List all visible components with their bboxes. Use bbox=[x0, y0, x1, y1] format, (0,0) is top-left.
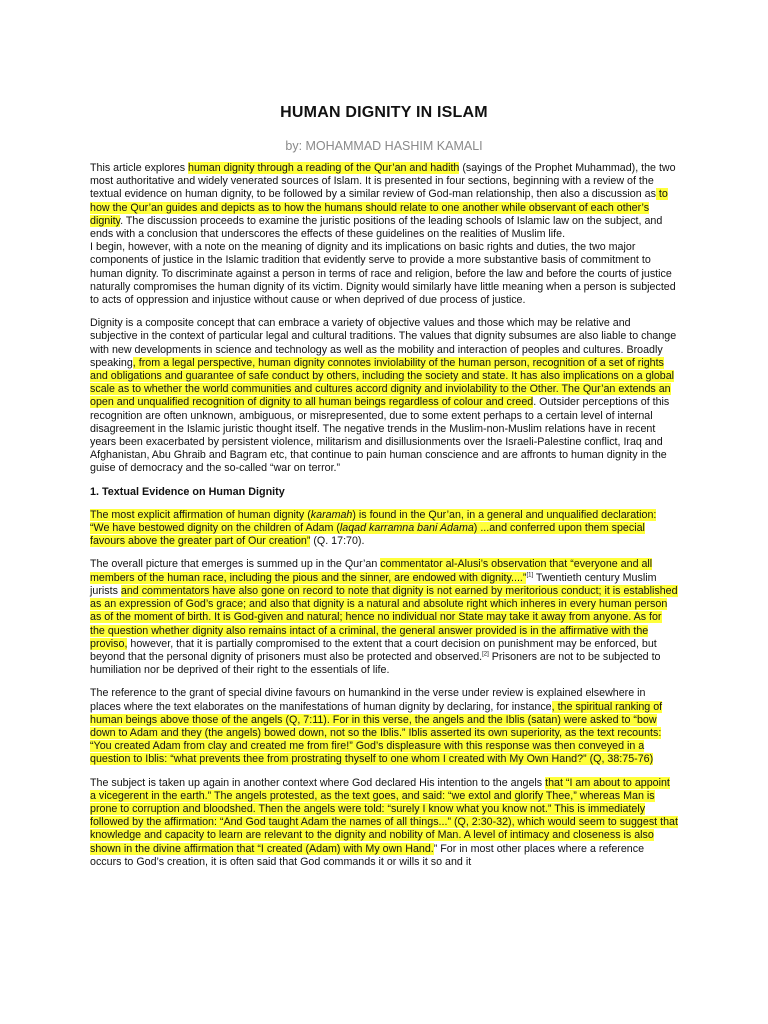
text-run: ) ...and conferred upon them special favours above the greater part of Our creation” bbox=[90, 522, 645, 548]
paragraph-karamah bbox=[90, 509, 678, 549]
paragraph-angels bbox=[90, 687, 678, 766]
footnote-ref[interactable]: [2] bbox=[482, 651, 489, 658]
paragraph-intro bbox=[90, 162, 678, 241]
footnote-ref[interactable]: [1] bbox=[526, 572, 534, 579]
highlight: human dignity through a reading of the Qur’an and hadith bbox=[188, 162, 460, 174]
text-run: . Outsider perceptions of this recognition are often unknown, ambiguous, or misrepresented, due to some extent perhaps to a certain level of internal disagreement in the Islamic juristic thought itself. The negative trends in the Muslim-non-Muslim relations have in recent years been exacerbated by persistent violence, militarism and disillusionments over the Israeli-Palestine conflict, Iraq and Afghanistan, Abu Ghraib and Bagram etc, that continue to pain human conscience and are affronts to human dignity in the guise of democracy and the so-called “war on terror.” bbox=[90, 396, 670, 475]
text-run: The most explicit affirmation of human dignity ( bbox=[90, 508, 311, 521]
text-run: Dignity is a composite concept that can embrace a variety of objective values and those which may be relative and subjective in the context of particular legal and cultural traditions. The values that dignity subsumes are also liable to change with new developments in science and technology as well as the mobility and interaction of peoples and cultures. Broadly speaking bbox=[90, 317, 677, 369]
text-run: Prisoners are not to be subjected to humiliation nor be deprived of their right to the essentials of life. bbox=[90, 650, 661, 677]
text-run: (sayings of the Prophet Muhammad), the two most authoritative and widely venerated sources of Islam. It is presented in four sections, beginning with a review of the textual evidence on human dignity, to be followed by a similar review of God-man relationship, then also a discussion as bbox=[90, 162, 676, 201]
highlight: that “I am about to appoint a vicegerent in the earth.” The angels protested, as the text goes, and said: “we extol and glorify Thee,” whereas Man is prone to corruption and bloodshed. Then the angels were told: “surely I know what you know not.” This is immediately followed by the affirmation: “And God taught Adam the names of all things...” (Q, 2:30-32), which would seem to suggest that knowledge and capacity to learn are relevant to the dignity and nobility of Man. A level of intimacy and closeness is also shown in the divine affirmation that “I created (Adam) with My own Hand. bbox=[90, 776, 678, 855]
highlight: , the spiritual ranking of human beings above those of the angels (Q, 7:11). For in this verse, the angels and the Iblis (satan) were asked to “bow down to Adam and they (the angels) bowed down, not so the Iblis.” Iblis asserted its own superiority, as the text recounts: “You created Adam from clay and created me from fire!” God’s displeasure with this response was then conveyed in a question to Iblis: “what prevents thee from prostrating thyself to one whom I created with My Own Hand?” (Q, 38:75-76) bbox=[90, 700, 663, 766]
text-run: The subject is taken up again in another context where God declared His intention to the angels bbox=[90, 776, 546, 789]
highlight: , from a legal perspective, human dignity connotes inviolability of the human person, recognition of a set of rights and obligations and guarantee of safe conduct by others, including the society and state. It has also implications on a global scale as to whether the world communities and cultures accord dignity and inviolability to the Other. The Qur’an extends an open and unqualified recognition of dignity to all human beings regardless of colour and creed bbox=[90, 356, 675, 409]
text-run: (Q. 17:70). bbox=[310, 535, 365, 548]
paragraph-composite-concept bbox=[90, 317, 678, 475]
section-heading: 1. Textual Evidence on Human Dignity bbox=[90, 485, 285, 498]
paragraph-justice: I begin, however, with a note on the meaning of dignity and its implications on basic rights and duties, the two major components of justice in the Islamic tradition that evidently serve to provide a more substantive basis of commitment to human dignity. To discriminate against a person in terms of race and religion, before the law and before the courts of justice naturally compromises the human dignity of its victim. Dignity would similarly have little meaning when a person is subjected to acts of oppression and injustice without cause or when deprived of due process of justice. bbox=[90, 241, 676, 307]
italic-term: laqad karramna bani Adama bbox=[339, 522, 474, 535]
text-run: Twentieth century Muslim jurists bbox=[90, 571, 657, 597]
paragraph-alusi bbox=[90, 558, 678, 677]
paragraph-vicegerent bbox=[90, 777, 678, 869]
text-run: The reference to the grant of special divine favours on humankind in the verse under review is explained elsewhere in places where the text elaborates on the manifestations of human dignity by declaring, for instance bbox=[90, 687, 646, 713]
highlight bbox=[90, 509, 656, 547]
italic-term: karamah bbox=[310, 508, 353, 521]
highlight: commentator al-Alusi’s observation that “everyone and all members of the human race, including the pious and the sinner, are endowed with dignity....” bbox=[90, 558, 653, 584]
text-run: This article explores bbox=[90, 162, 189, 174]
text-run: The overall picture that emerges is summed up in the Qur’an bbox=[90, 558, 381, 571]
highlight: and commentators have also gone on record to note that dignity is not earned by meritorious conduct; it is established as an expression of God’s grace; and also that dignity is a natural and absolute right which inheres in every human person as of the moment of birth. It is God-given and natural; hence no individual nor State may take it away from anyone. As for the question whether dignity also remains intact of a criminal, the general answer provided is in the affirmative with the proviso, bbox=[90, 584, 678, 650]
text-run: ) is found in the Qur’an, in a general and unqualified declaration: “We have bestowed dignity on the children of Adam ( bbox=[90, 508, 657, 535]
document-title: HUMAN DIGNITY IN ISLAM bbox=[280, 104, 488, 121]
highlight: to how the Qur’an guides and depicts as to how the humans should relate to one another while observant of each other’s dignity bbox=[90, 188, 668, 227]
article-body bbox=[90, 162, 678, 879]
text-run: however, that it is partially compromised to the extent that a court decision on punishment may be enforced, but beyond that the personal dignity of prisoners must also be protected and observed. bbox=[90, 637, 657, 663]
author-byline: by: MOHAMMAD HASHIM KAMALI bbox=[285, 139, 483, 153]
text-run: . The discussion proceeds to examine the juristic positions of the leading schools of Islamic law on the subject, and ends with a conclusion that underscores the effects of these guidelines on the realities of Muslim life. bbox=[90, 214, 663, 241]
text-run: ” For in most other places where a reference occurs to God’s creation, it is often said that God commands it or wills it so and it bbox=[90, 842, 645, 868]
